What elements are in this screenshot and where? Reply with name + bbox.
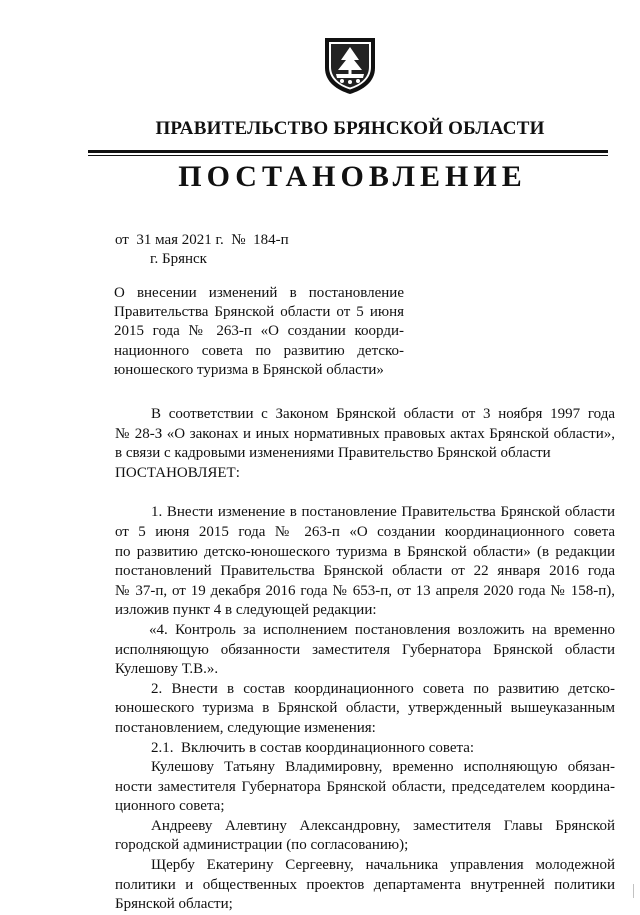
body-line: ности заместителя Губернатора Брянской области, председателем координа- xyxy=(115,778,615,795)
subject-block xyxy=(114,284,404,380)
body-line: политики и общественных проектов департамента внутренней политики xyxy=(115,876,615,893)
body-line: Кулешову Татьяну Владимировну, временно исполняющую обязан- xyxy=(151,759,615,776)
body-line: № 37-п, от 19 декабря 2016 года № 653-п, от 13 апреля 2020 года № 158-п), xyxy=(115,582,615,599)
body-line: 2. Внести в состав координационного совета по развитию детско- xyxy=(151,680,615,697)
scan-edge-mark xyxy=(633,884,634,898)
body-line: по развитию детско-юношеского туризма в Брянской области» (в редакции xyxy=(115,543,615,560)
date-and-number: от 31 мая 2021 г. № 184-п xyxy=(115,232,289,248)
body-line: 2.1. Включить в состав координационного совета: xyxy=(151,739,475,756)
government-name: ПРАВИТЕЛЬСТВО БРЯНСКОЙ ОБЛАСТИ xyxy=(155,118,545,139)
header-rule-thin xyxy=(88,155,608,156)
document-type-title: ПОСТАНОВЛЕНИЕ xyxy=(178,160,527,193)
document-body xyxy=(115,405,615,915)
body-line: Андрееву Алевтину Александровну, заместителя Главы Брянской xyxy=(151,817,615,834)
body-line: № 28-З «О законах и иных нормативных правовых актах Брянской области», xyxy=(115,425,615,442)
body-line: юношеского туризма в Брянской области, утвержденный вышеуказанным xyxy=(115,700,615,717)
subject-line: Правительства Брянской области от 5 июня xyxy=(114,304,404,321)
body-line: постановлений Правительства Брянской области от 22 января 2016 года xyxy=(115,563,615,580)
header-rule-thick xyxy=(88,150,608,153)
body-line: городской администрации (по согласованию); xyxy=(115,837,409,854)
body-line: Щербу Екатерину Сергеевну, начальника управления молодежной xyxy=(151,857,615,874)
subject-line: юношеского туризма в Брянской области» xyxy=(114,361,384,378)
body-line: ционного совета; xyxy=(115,798,225,815)
item-2-paragraph xyxy=(115,680,615,739)
body-line: «4. Контроль за исполнением постановления возложить на временно xyxy=(149,621,615,638)
body-line: 1. Внести изменение в постановление Правительства Брянской области xyxy=(151,504,615,521)
item-1-paragraph xyxy=(115,503,615,621)
body-line: изложив пункт 4 в следующей редакции: xyxy=(115,602,377,619)
member-andreeva xyxy=(115,817,615,856)
item-2-1-paragraph xyxy=(115,739,615,759)
bryansk-coat-of-arms-emblem xyxy=(319,34,381,96)
body-line: от 5 июня 2015 года № 263-п «О создании координационного совета xyxy=(115,523,615,540)
subject-line: О внесении изменений в постановление xyxy=(114,285,404,301)
body-line: ПОСТАНОВЛЯЕТ: xyxy=(115,464,240,481)
preamble-paragraph xyxy=(115,405,615,483)
body-line: постановлением, следующие изменения: xyxy=(115,719,376,736)
subject-line: национного совета по развитию детско- xyxy=(114,342,404,359)
body-line: В соответствии с Законом Брянской области от 3 ноября 1997 года xyxy=(151,406,615,422)
member-shcherba xyxy=(115,856,615,915)
body-line: исполняющую обязанности заместителя Губернатора Брянской области xyxy=(115,641,615,658)
quoted-item-4 xyxy=(115,621,615,680)
city-line: г. Брянск xyxy=(150,251,207,267)
subject-line: 2015 года № 263-п «О создании коорди- xyxy=(114,323,404,340)
body-line: Кулешову Т.В.». xyxy=(115,661,219,678)
member-kuleshova xyxy=(115,758,615,817)
body-line: Брянской области; xyxy=(115,896,233,913)
body-line: в связи с кадровыми изменениями Правительство Брянской области xyxy=(115,445,551,462)
